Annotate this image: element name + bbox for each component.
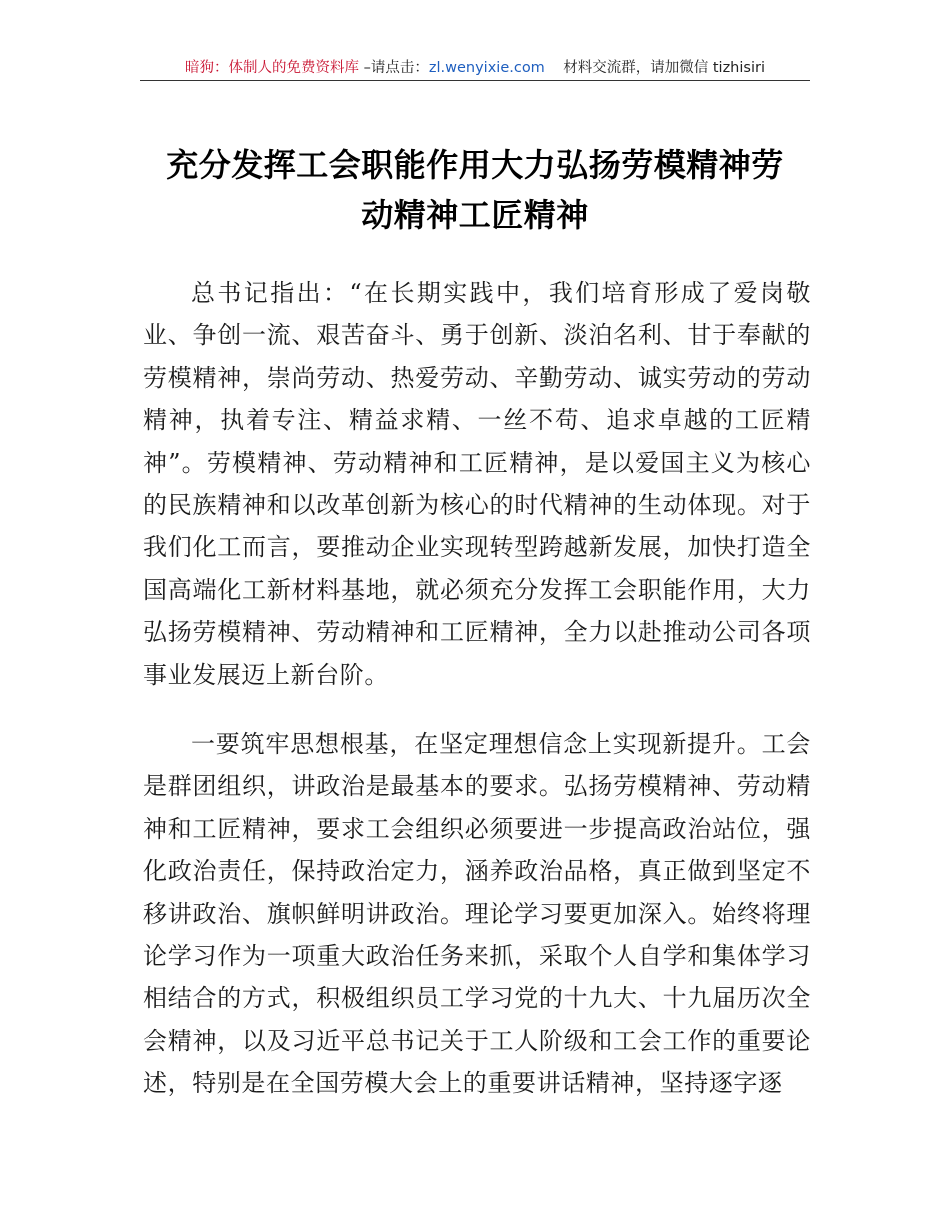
page-header — [140, 57, 810, 79]
header-group-note: 材料交流群，请加微信 tizhisiri — [544, 60, 765, 76]
paragraph-point-one: 一要筑牢思想根基，在坚定理想信念上实现新提升。工会是群团组织，讲政治是最基本的要求。弘扬劳模精神、劳动精神和工匠精神，要求工会组织必须要进一步提高政治站位，强化政治责任，保持政治定力，涵养政治品格，真正做到坚定不移讲政治、旗帜鲜明讲政治。理论学习要更加深入。始终将理论学习作为一项重大政治任务来抓，采取个人自学和集体学习相结合的方式，积极组织员工学习党的十九大、十九届历次全会精神，以及习近平总书记关于工人阶级和工会工作的重要论述，特别是在全国劳模大会上的重要讲话精神，坚持逐字逐 — [143, 730, 811, 1098]
title-line-2: 动精神工匠精神 — [361, 196, 589, 234]
document-title — [140, 140, 810, 240]
header-brand: 暗狗：体制人的免费资料库 — [185, 60, 360, 76]
header-divider — [140, 80, 810, 81]
title-line-1: 充分发挥工会职能作用大力弘扬劳模精神劳 — [166, 146, 784, 184]
header-click-prompt: –请点击： — [359, 60, 429, 76]
paragraph-intro: 总书记指出：“在长期实践中，我们培育形成了爱岗敬业、争创一流、艰苦奋斗、勇于创新、淡泊名利、甘于奉献的劳模精神，崇尚劳动、热爱劳动、辛勤劳动、诚实劳动的劳动精神，执着专注、精益求精、一丝不苟、追求卓越的工匠精神”。劳模精神、劳动精神和工匠精神，是以爱国主义为核心的民族精神和以改革创新为核心的时代精神的生动体现。对于我们化工而言，要推动企业实现转型跨越新发展，加快打造全国高端化工新材料基地，就必须充分发挥工会职能作用，大力弘扬劳模精神、劳动精神和工匠精神，全力以赴推动公司各项事业发展迈上新台阶。 — [143, 279, 811, 689]
header-url-link[interactable]: zl.wenyixie.com — [428, 60, 545, 76]
